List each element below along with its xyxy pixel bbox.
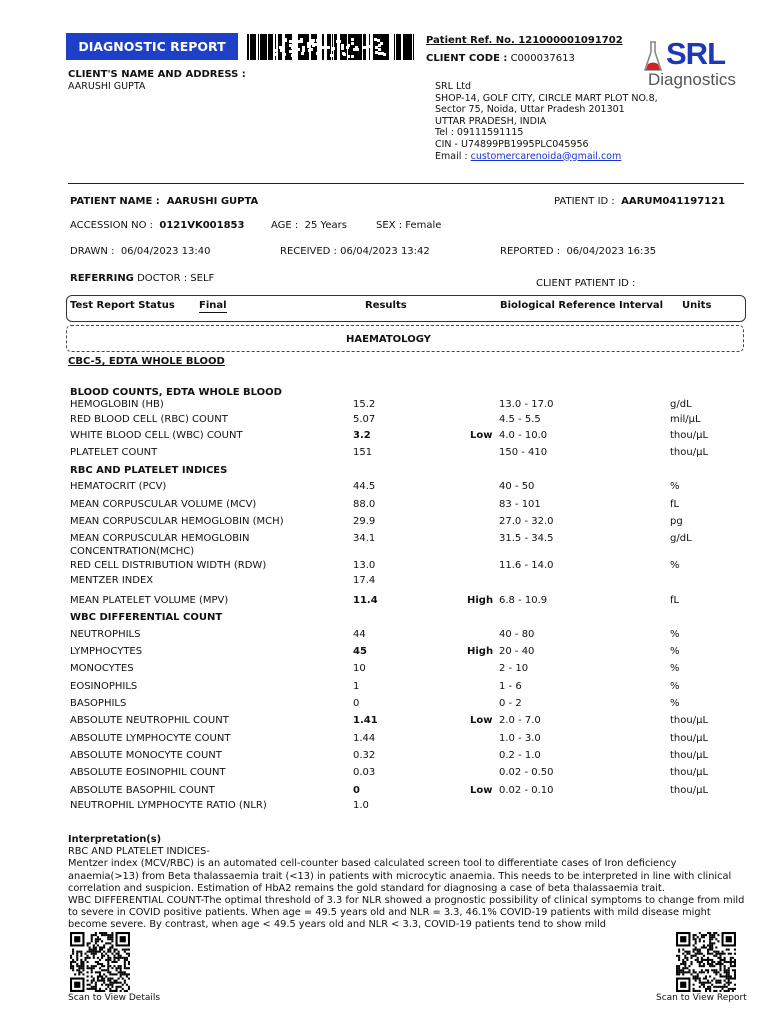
test-name: MEAN CORPUSCULAR VOLUME (MCV) [70, 499, 257, 510]
test-name: RED CELL DISTRIBUTION WIDTH (RDW) [70, 560, 267, 571]
patient-id: PATIENT ID : AARUM041197121 [554, 196, 726, 207]
reference-range: 4.0 - 10.0 [499, 430, 548, 441]
test-result: 1.44 [353, 733, 376, 744]
test-name: ABSOLUTE BASOPHIL COUNT [70, 785, 215, 796]
reference-range: 40 - 50 [499, 481, 535, 492]
reference-range: 2.0 - 7.0 [499, 715, 541, 726]
result-flag: Low [470, 785, 493, 796]
scan-report-label: Scan to View Report [656, 993, 747, 1003]
unit: % [670, 560, 680, 571]
status-label: Test Report Status [70, 300, 175, 311]
patient-ref: Patient Ref. No. 121000001091702 [426, 35, 623, 46]
reported-time: REPORTED : 06/04/2023 16:35 [500, 246, 657, 257]
test-result: 1.0 [353, 800, 369, 811]
qr-code-report[interactable] [676, 932, 736, 992]
sex: SEX : Female [376, 220, 442, 231]
client-patient-id: CLIENT PATIENT ID : [536, 278, 636, 289]
test-result: 88.0 [353, 499, 376, 510]
client-name: AARUSHI GUPTA [68, 81, 146, 92]
qr-code-details[interactable] [70, 932, 130, 992]
test-name: ABSOLUTE NEUTROPHIL COUNT [70, 715, 229, 726]
report-title: DIAGNOSTIC REPORT [66, 33, 238, 60]
lab-address: SRL Ltd SHOP-14, GOLF CITY, CIRCLE MART PLOT NO.8, Sector 75, Noida, Uttar Pradesh 201301 UTTAR PRADESH, INDIA Tel : 09111591115 CIN - U74899PB1995PLC045956 Email : customercarenoida@gmail.com [435, 81, 658, 162]
patient-name: PATIENT NAME : AARUSHI GUPTA [70, 196, 259, 207]
reference-range: 2 - 10 [499, 663, 529, 674]
unit: % [670, 663, 680, 674]
unit: g/dL [670, 399, 692, 410]
heading-text: WBC DIFFERENTIAL COUNT [70, 612, 223, 623]
status-value: Final [199, 300, 227, 311]
units-header: Units [682, 300, 712, 311]
test-result: 44.5 [353, 481, 376, 492]
unit: fL [670, 499, 680, 510]
test-result: 44 [353, 629, 366, 640]
reference-range: 0.2 - 1.0 [499, 750, 541, 761]
test-name: MEAN CORPUSCULAR HEMOGLOBIN [70, 533, 250, 544]
test-result: 11.4 [353, 595, 378, 606]
unit: thou/µL [670, 430, 709, 441]
reference-range: 0 - 2 [499, 698, 522, 709]
test-result: 17.4 [353, 575, 376, 586]
unit: thou/µL [670, 750, 709, 761]
test-result: 29.9 [353, 516, 376, 527]
email-link[interactable]: customercarenoida@gmail.com [470, 150, 622, 162]
reference-range: 20 - 40 [499, 646, 535, 657]
client-name-label: CLIENT'S NAME AND ADDRESS : [68, 69, 246, 80]
reference-range: 13.0 - 17.0 [499, 399, 554, 410]
unit: g/dL [670, 533, 692, 544]
test-result: 0.03 [353, 767, 376, 778]
test-result: 5.07 [353, 414, 376, 425]
results-header: Results [365, 300, 407, 311]
client-code: CLIENT CODE : C000037613 [426, 53, 575, 64]
test-name: NEUTROPHIL LYMPHOCYTE RATIO (NLR) [70, 800, 267, 811]
test-result: 0.32 [353, 750, 376, 761]
unit: % [670, 681, 680, 692]
heading-text: BLOOD COUNTS, EDTA WHOLE BLOOD [70, 387, 282, 398]
reference-range: 27.0 - 32.0 [499, 516, 554, 527]
test-result: 151 [353, 447, 373, 458]
unit: % [670, 481, 680, 492]
test-name: EOSINOPHILS [70, 681, 138, 692]
test-name: ABSOLUTE LYMPHOCYTE COUNT [70, 733, 231, 744]
test-result: 34.1 [353, 533, 376, 544]
accession-no: ACCESSION NO : 0121VK001853 [70, 220, 245, 231]
result-flag: High [467, 595, 494, 606]
test-result: 0 [353, 785, 360, 796]
reference-range: 150 - 410 [499, 447, 548, 458]
result-flag: High [467, 646, 494, 657]
reference-range: 1 - 6 [499, 681, 522, 692]
test-result: 1.41 [353, 715, 378, 726]
received-time: RECEIVED : 06/04/2023 13:42 [280, 246, 430, 257]
heading-text: RBC AND PLATELET INDICES [70, 465, 228, 476]
unit: % [670, 646, 680, 657]
test-result: 45 [353, 646, 367, 657]
reference-range: 6.8 - 10.9 [499, 595, 548, 606]
unit: mil/µL [670, 414, 701, 425]
test-name: CONCENTRATION(MCHC) [70, 546, 195, 557]
test-name: WHITE BLOOD CELL (WBC) COUNT [70, 430, 243, 441]
reference-range: 1.0 - 3.0 [499, 733, 541, 744]
reference-range: 0.02 - 0.10 [499, 785, 554, 796]
unit: thou/µL [670, 447, 709, 458]
result-flag: Low [470, 715, 493, 726]
test-name: LYMPHOCYTES [70, 646, 143, 657]
test-result: 3.2 [353, 430, 371, 441]
test-result: 15.2 [353, 399, 376, 410]
test-name: MEAN CORPUSCULAR HEMOGLOBIN (MCH) [70, 516, 284, 527]
section-title: HAEMATOLOGY [346, 334, 431, 345]
test-result: 0 [353, 698, 360, 709]
referring-doctor: REFERRING DOCTOR : SELF [70, 273, 215, 284]
test-name: ABSOLUTE EOSINOPHIL COUNT [70, 767, 226, 778]
panel-title: CBC-5, EDTA WHOLE BLOOD [68, 356, 225, 367]
unit: thou/µL [670, 715, 709, 726]
test-result: 13.0 [353, 560, 376, 571]
scan-details-label: Scan to View Details [68, 993, 161, 1003]
test-name: NEUTROPHILS [70, 629, 141, 640]
result-flag: Low [470, 430, 493, 441]
test-name: HEMOGLOBIN (HB) [70, 399, 164, 410]
unit: pg [670, 516, 683, 527]
srl-logo: SRL Diagnostics [642, 38, 746, 94]
unit: thou/µL [670, 767, 709, 778]
unit: % [670, 698, 680, 709]
test-name: MEAN PLATELET VOLUME (MPV) [70, 595, 229, 606]
test-name: BASOPHILS [70, 698, 127, 709]
divider [68, 183, 744, 184]
unit: thou/µL [670, 785, 709, 796]
reference-range: 40 - 80 [499, 629, 535, 640]
unit: % [670, 629, 680, 640]
age: AGE : 25 Years [271, 220, 347, 231]
test-name: ABSOLUTE MONOCYTE COUNT [70, 750, 222, 761]
test-name: MONOCYTES [70, 663, 134, 674]
drawn-time: DRAWN : 06/04/2023 13:40 [70, 246, 211, 257]
interpretation: Interpretation(s) RBC AND PLATELET INDICES- Mentzer index (MCV/RBC) is an automated cell-counter based calculated screen tool to differentiate cases of Iron deficiency anaemia(>13) from Beta thalassaemia trait (<13) in patients with microcytic anaemia. This needs to be interpreted in line with clinical correlation and suspicion. Estimation of HbA2 remains the gold standard for diagnosing a case of beta thalassaemia trait. WBC DIFFERENTIAL COUNT-The optimal threshold of 3.3 for NLR showed a prognostic possibility of clinical symptoms to change from mild to severe in COVID positive patients. When age = 49.5 years old and NLR = 3.3, 46.1% COVID-19 patients with mild disease might become severe. By contrast, when age < 49.5 years old and NLR < 3.3, COVID-19 patients tend to show mild [68, 834, 745, 931]
reference-range: 0.02 - 0.50 [499, 767, 554, 778]
barcode-image [246, 34, 414, 60]
test-result: 10 [353, 663, 366, 674]
bio-ref-header: Biological Reference Interval [500, 300, 664, 311]
test-name: MENTZER INDEX [70, 575, 154, 586]
reference-range: 11.6 - 14.0 [499, 560, 554, 571]
reference-range: 83 - 101 [499, 499, 541, 510]
reference-range: 4.5 - 5.5 [499, 414, 541, 425]
test-name: RED BLOOD CELL (RBC) COUNT [70, 414, 228, 425]
unit: fL [670, 595, 680, 606]
test-name: HEMATOCRIT (PCV) [70, 481, 167, 492]
unit: thou/µL [670, 733, 709, 744]
test-result: 1 [353, 681, 360, 692]
test-name: PLATELET COUNT [70, 447, 158, 458]
reference-range: 31.5 - 34.5 [499, 533, 554, 544]
